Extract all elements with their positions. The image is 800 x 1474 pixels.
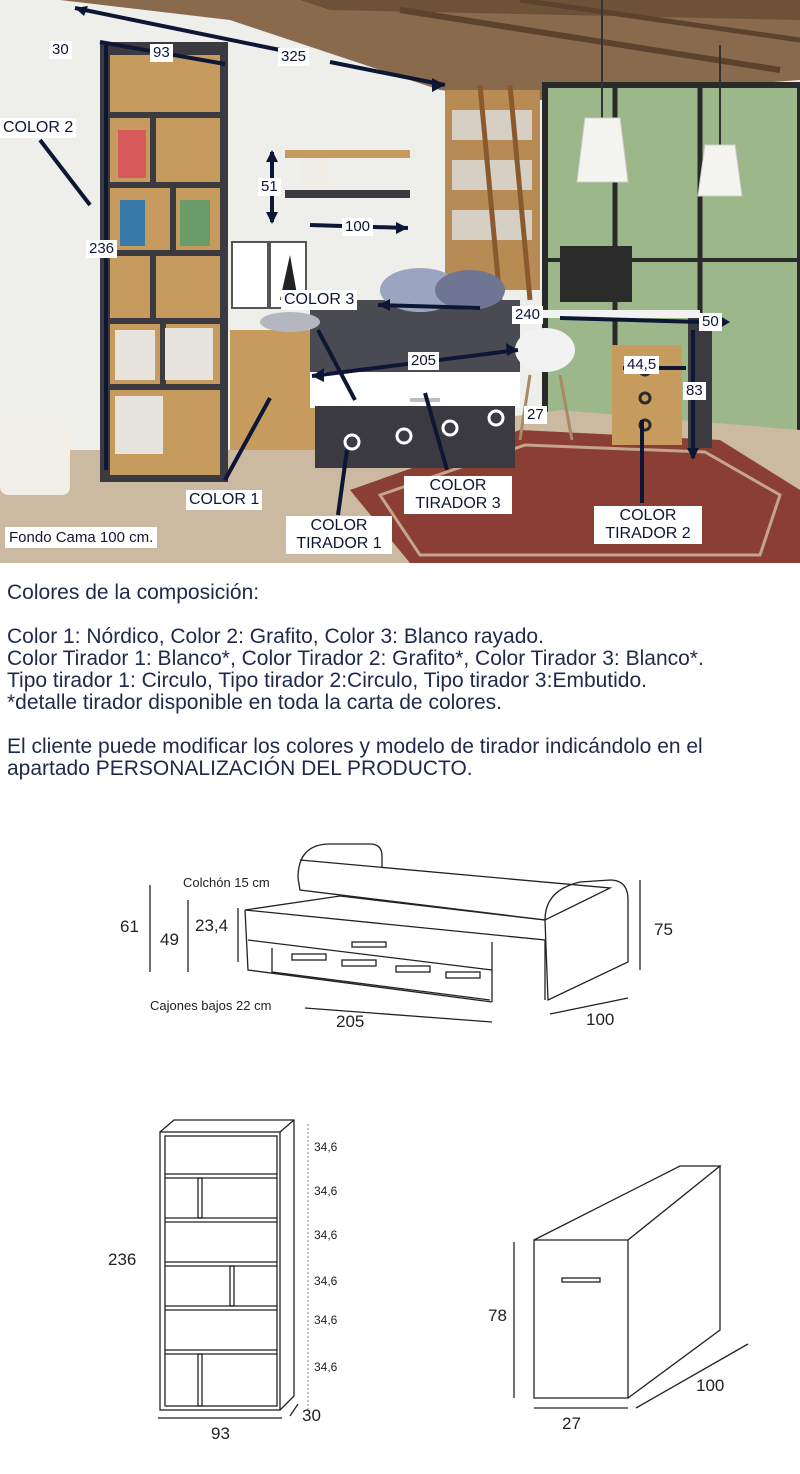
dim-51: 51	[258, 178, 281, 196]
dim-93: 93	[150, 44, 173, 62]
label-cajones: Cajones bajos 22 cm	[150, 998, 272, 1013]
shelf-gap-5: 34,6	[314, 1313, 338, 1327]
shelf-gap-1: 34,6	[314, 1140, 338, 1154]
bed-height-61: 61	[120, 917, 139, 936]
dim-205: 205	[408, 352, 439, 370]
label-color-2: COLOR 2	[0, 118, 76, 138]
dim-100: 100	[342, 218, 373, 236]
cabinet-depth-100: 100	[696, 1376, 725, 1395]
bed-depth-100: 100	[586, 1010, 615, 1029]
detail-line-2: Color Tirador 1: Blanco*, Color Tirador 2: Grafito*, Color Tirador 3: Blanco*.	[7, 647, 704, 670]
shelf-gap-4: 34,6	[314, 1274, 338, 1288]
cabinet-line-drawing	[470, 1150, 790, 1450]
shelf-gap-6: 34,6	[314, 1360, 338, 1374]
cabinet-width-27: 27	[562, 1414, 581, 1433]
note-line-1: El cliente puede modificar los colores y modelo de tirador indicándolo en el	[7, 735, 703, 758]
shelf-gap-2: 34,6	[314, 1184, 338, 1198]
bookcase-technical-drawing	[0, 1110, 380, 1450]
dim-240: 240	[512, 306, 543, 324]
bed-width-205: 205	[336, 1012, 365, 1031]
detail-line-3: Tipo tirador 1: Circulo, Tipo tirador 2:Circulo, Tipo tirador 3:Embutido.	[7, 669, 647, 692]
dim-30: 30	[49, 41, 72, 59]
bookcase-height-236: 236	[108, 1250, 137, 1269]
customization-note	[7, 736, 797, 780]
dim-83: 83	[683, 382, 706, 400]
label-color-tirador-3: COLOR TIRADOR 3	[404, 476, 512, 514]
dim-27: 27	[524, 406, 547, 424]
label-color-tirador-1: COLOR TIRADOR 1	[286, 516, 392, 554]
label-colchon: Colchón 15 cm	[183, 875, 270, 890]
dim-325: 325	[278, 48, 309, 66]
note-line-2: apartado PERSONALIZACIÓN DEL PRODUCTO.	[7, 757, 473, 780]
bed-technical-drawing	[0, 830, 800, 1040]
bookcase-depth-30: 30	[302, 1406, 321, 1425]
product-photo	[0, 0, 800, 563]
shelf-gap-3: 34,6	[314, 1228, 338, 1242]
cabinet-technical-drawing	[470, 1150, 790, 1450]
cabinet-height-78: 78	[488, 1306, 507, 1325]
composition-title: Colores de la composición:	[7, 581, 260, 604]
room-illustration	[0, 0, 800, 563]
detail-line-1: Color 1: Nórdico, Color 2: Grafito, Color 3: Blanco rayado.	[7, 625, 544, 648]
composition-details	[7, 626, 797, 714]
detail-line-4: *detalle tirador disponible en toda la carta de colores.	[7, 691, 502, 714]
composition-info	[7, 580, 797, 780]
bed-height-23-4: 23,4	[195, 916, 229, 935]
dim-44-5: 44,5	[624, 356, 659, 374]
label-fondo-cama: Fondo Cama 100 cm.	[5, 527, 157, 548]
label-color-3: COLOR 3	[281, 290, 357, 310]
bed-height-49: 49	[160, 930, 179, 949]
label-color-1: COLOR 1	[186, 490, 262, 510]
dim-236: 236	[86, 240, 117, 258]
dim-50: 50	[699, 313, 722, 331]
label-color-tirador-2: COLOR TIRADOR 2	[594, 506, 702, 544]
bookcase-width-93: 93	[211, 1424, 230, 1443]
bed-height-75: 75	[654, 920, 673, 939]
